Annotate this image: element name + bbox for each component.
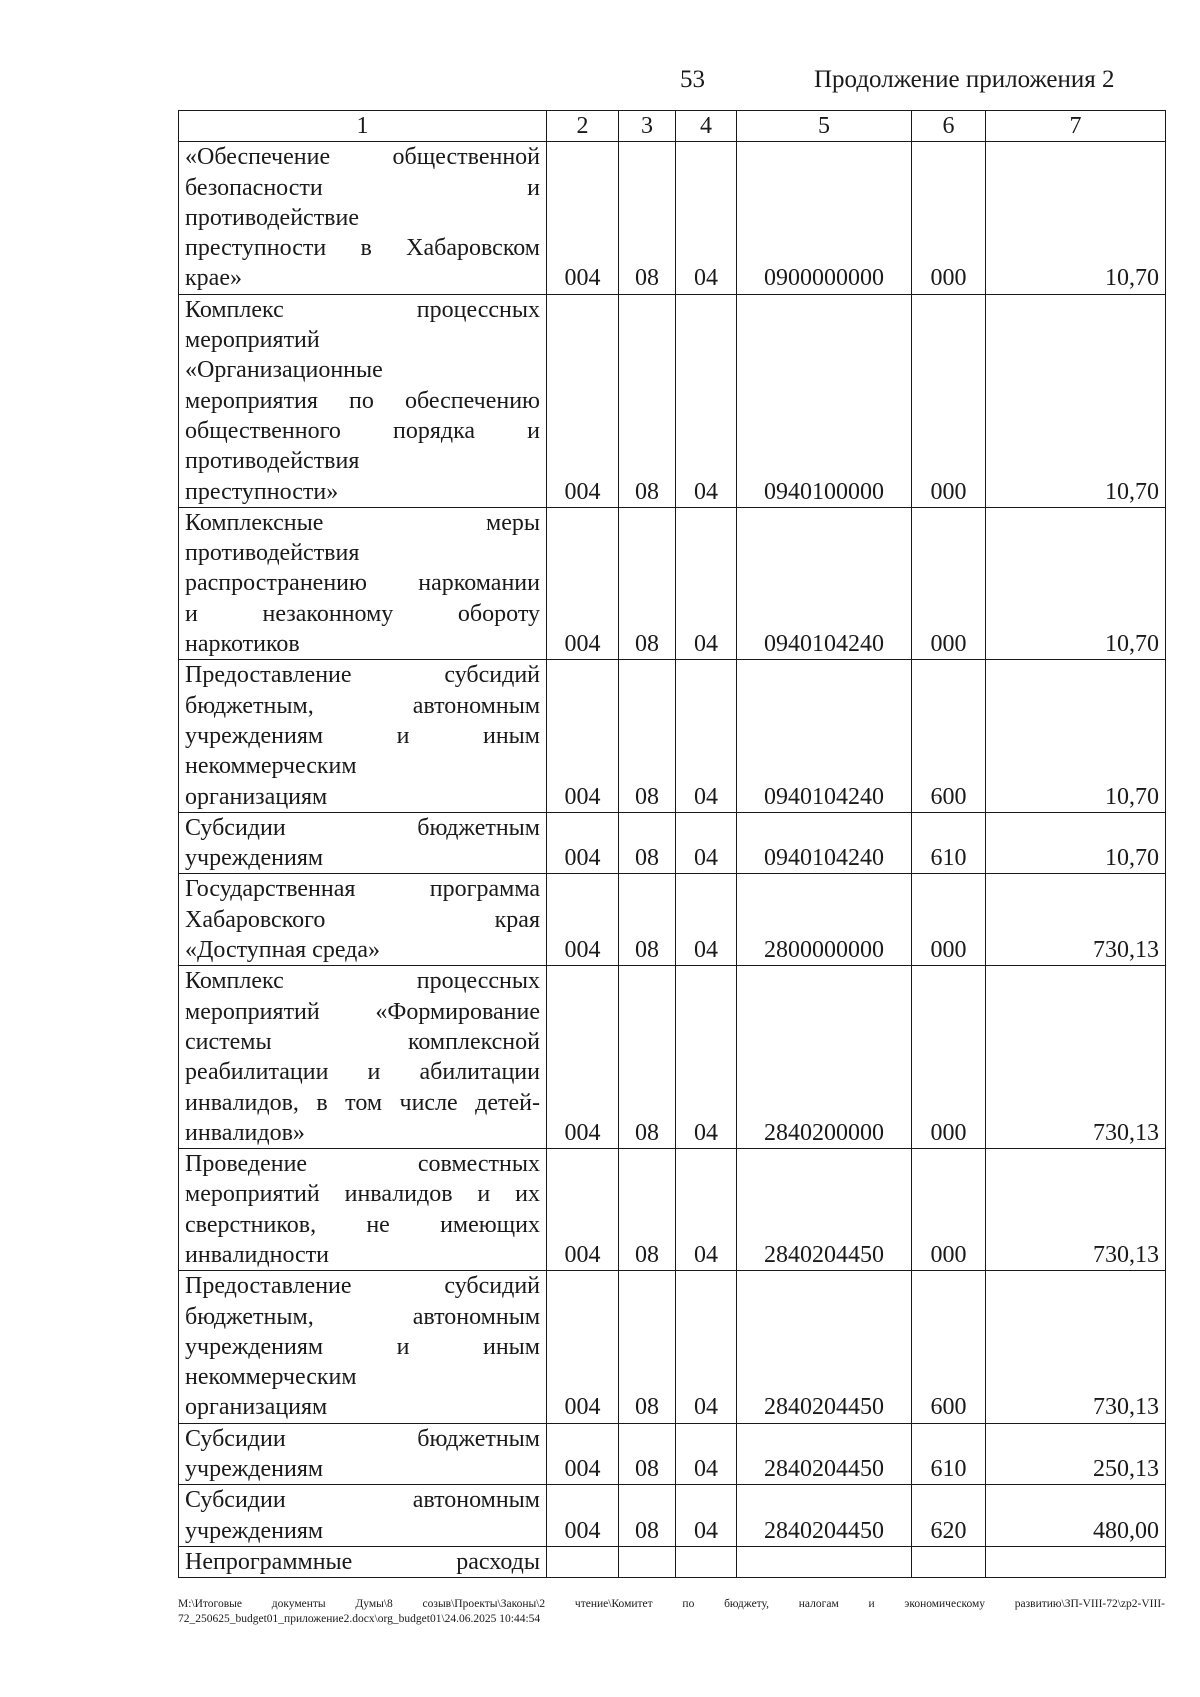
- amount: 250,13: [986, 1423, 1166, 1485]
- table-row: [179, 966, 1166, 1149]
- row-name-line: Проведение совместных: [185, 1151, 540, 1178]
- column-header-6: 6: [912, 111, 986, 142]
- amount: [986, 1546, 1166, 1577]
- row-name-line: мероприятий: [185, 327, 320, 354]
- target-article-code: 2800000000: [737, 874, 912, 966]
- amount: 10,70: [986, 507, 1166, 659]
- section-code: 08: [619, 294, 676, 507]
- section-code: 08: [619, 142, 676, 294]
- appendix-continuation-label: Продолжение приложения 2: [814, 66, 1115, 93]
- row-name-line: Предоставление субсидий: [185, 662, 540, 689]
- row-name-line: учреждениям: [185, 1456, 324, 1483]
- row-name-line: Субсидии автономным: [185, 1487, 540, 1514]
- row-name-line: Предоставление субсидий: [185, 1273, 540, 1300]
- row-name-line: инвалидов, в том числе детей-: [185, 1089, 540, 1116]
- row-name-line: противодействия: [185, 540, 360, 567]
- row-name-line: «Организационные: [185, 357, 383, 384]
- target-article-code: 0940104240: [737, 812, 912, 874]
- column-header-4: 4: [676, 111, 737, 142]
- row-name-line: организациям: [185, 1394, 328, 1421]
- target-article-code: 0900000000: [737, 142, 912, 294]
- row-name-line: бюджетным, автономным: [185, 692, 540, 719]
- subsection-code: [676, 1546, 737, 1577]
- expense-type-code: 000: [912, 507, 986, 659]
- expense-type-code: 000: [912, 874, 986, 966]
- row-name: [179, 1271, 547, 1423]
- row-name-line: противодействия: [185, 448, 360, 475]
- row-name-line: и незаконному обороту: [185, 600, 540, 627]
- subsection-code: 04: [676, 1423, 737, 1485]
- target-article-code: 0940100000: [737, 294, 912, 507]
- section-code: 08: [619, 966, 676, 1149]
- row-name-line: Государственная программа: [185, 876, 540, 903]
- table-row: [179, 142, 1166, 294]
- row-name-line: мероприятий «Формирование: [185, 998, 540, 1025]
- section-code: 08: [619, 1149, 676, 1271]
- admin-code: 004: [547, 1271, 619, 1423]
- expense-type-code: 000: [912, 142, 986, 294]
- subsection-code: 04: [676, 142, 737, 294]
- target-article-code: 2840204450: [737, 1149, 912, 1271]
- expense-type-code: 600: [912, 660, 986, 812]
- row-name-line: мероприятий инвалидов и их: [185, 1181, 540, 1208]
- row-name-line: инвалидности: [185, 1241, 330, 1268]
- subsection-code: 04: [676, 660, 737, 812]
- table-row: [179, 507, 1166, 659]
- admin-code: [547, 1546, 619, 1577]
- row-name-line: Комплекс процессных: [185, 296, 540, 323]
- amount: 10,70: [986, 660, 1166, 812]
- table-row: [179, 660, 1166, 812]
- column-header-5: 5: [737, 111, 912, 142]
- row-name: [179, 507, 547, 659]
- row-name-line: Комплексные меры: [185, 509, 540, 536]
- target-article-code: 2840200000: [737, 966, 912, 1149]
- row-name-line: наркотиков: [185, 631, 300, 658]
- amount: 480,00: [986, 1485, 1166, 1547]
- target-article-code: [737, 1546, 912, 1577]
- row-name-line: распространению наркомании: [185, 570, 540, 597]
- admin-code: 004: [547, 294, 619, 507]
- subsection-code: 04: [676, 1485, 737, 1547]
- admin-code: 004: [547, 812, 619, 874]
- expense-type-code: 610: [912, 1423, 986, 1485]
- section-code: 08: [619, 507, 676, 659]
- row-name-line: бюджетным, автономным: [185, 1303, 540, 1330]
- row-name: [179, 1149, 547, 1271]
- row-name-line: некоммерческим: [185, 753, 357, 780]
- table-row: [179, 294, 1166, 507]
- row-name-line: учреждениям: [185, 1517, 324, 1544]
- expense-type-code: 000: [912, 1149, 986, 1271]
- expense-type-code: 600: [912, 1271, 986, 1423]
- amount: 730,13: [986, 1149, 1166, 1271]
- row-name-line: системы комплексной: [185, 1028, 540, 1055]
- table-row: [179, 1423, 1166, 1485]
- row-name: [179, 1546, 547, 1577]
- subsection-code: 04: [676, 294, 737, 507]
- row-name-line: общественного порядка и: [185, 417, 540, 444]
- table-row: [179, 1485, 1166, 1547]
- row-name: [179, 294, 547, 507]
- column-number-row: [179, 111, 1166, 142]
- target-article-code: 2840204450: [737, 1423, 912, 1485]
- column-header-1: 1: [179, 111, 547, 142]
- section-code: 08: [619, 874, 676, 966]
- row-name-line: некоммерческим: [185, 1364, 357, 1391]
- table-body: [179, 142, 1166, 1578]
- amount: 730,13: [986, 1271, 1166, 1423]
- row-name-line: противодействие: [185, 204, 360, 231]
- row-name-line: мероприятия по обеспечению: [185, 387, 540, 414]
- admin-code: 004: [547, 966, 619, 1149]
- section-code: 08: [619, 812, 676, 874]
- row-name-line: организациям: [185, 783, 328, 810]
- row-name-line: безопасности и: [185, 174, 540, 201]
- subsection-code: 04: [676, 812, 737, 874]
- section-code: [619, 1546, 676, 1577]
- row-name-line: «Доступная среда»: [185, 937, 381, 964]
- expense-type-code: 000: [912, 966, 986, 1149]
- row-name-line: Субсидии бюджетным: [185, 814, 540, 841]
- document-file-path: М:\Итоговые документы Думы\8 созыв\Проекты\Законы\2 чтение\Комитет по бюджету, налогам и экономическому развитию\ЗП-VIII-72\zp2-VIII-72_250625_budget01_приложение2.docx\org_budget01\24.06.2025 10:44:54: [178, 1598, 1165, 1625]
- amount: 10,70: [986, 142, 1166, 294]
- expense-type-code: 610: [912, 812, 986, 874]
- section-code: 08: [619, 1423, 676, 1485]
- table-row: [179, 874, 1166, 966]
- row-name-line: учреждениям и иным: [185, 722, 540, 749]
- subsection-code: 04: [676, 1271, 737, 1423]
- row-name-line: Субсидии бюджетным: [185, 1425, 540, 1452]
- row-name: [179, 142, 547, 294]
- subsection-code: 04: [676, 874, 737, 966]
- target-article-code: 0940104240: [737, 660, 912, 812]
- admin-code: 004: [547, 874, 619, 966]
- target-article-code: 2840204450: [737, 1485, 912, 1547]
- row-name-line: инвалидов»: [185, 1119, 305, 1146]
- table-row: [179, 1546, 1166, 1577]
- row-name-line: Комплекс процессных: [185, 968, 540, 995]
- column-header-3: 3: [619, 111, 676, 142]
- row-name: [179, 812, 547, 874]
- row-name-line: крае»: [185, 265, 242, 292]
- row-name-line: Хабаровского края: [185, 906, 540, 933]
- row-name-line: Непрограммные расходы: [185, 1548, 540, 1575]
- section-code: 08: [619, 1271, 676, 1423]
- admin-code: 004: [547, 1149, 619, 1271]
- expense-type-code: 000: [912, 294, 986, 507]
- admin-code: 004: [547, 507, 619, 659]
- row-name: [179, 660, 547, 812]
- budget-table: [178, 110, 1166, 1578]
- amount: 730,13: [986, 874, 1166, 966]
- admin-code: 004: [547, 660, 619, 812]
- amount: 730,13: [986, 966, 1166, 1149]
- target-article-code: 0940104240: [737, 507, 912, 659]
- page-number: 53: [680, 66, 705, 93]
- section-code: 08: [619, 660, 676, 812]
- row-name: [179, 1485, 547, 1547]
- section-code: 08: [619, 1485, 676, 1547]
- target-article-code: 2840204450: [737, 1271, 912, 1423]
- expense-type-code: [912, 1546, 986, 1577]
- column-header-7: 7: [986, 111, 1166, 142]
- row-name-line: преступности»: [185, 478, 339, 505]
- row-name: [179, 966, 547, 1149]
- row-name-line: преступности в Хабаровском: [185, 235, 540, 262]
- column-header-2: 2: [547, 111, 619, 142]
- row-name-line: учреждениям и иным: [185, 1333, 540, 1360]
- subsection-code: 04: [676, 1149, 737, 1271]
- admin-code: 004: [547, 1423, 619, 1485]
- admin-code: 004: [547, 1485, 619, 1547]
- amount: 10,70: [986, 294, 1166, 507]
- expense-type-code: 620: [912, 1485, 986, 1547]
- admin-code: 004: [547, 142, 619, 294]
- row-name-line: сверстников, не имеющих: [185, 1211, 540, 1238]
- row-name-line: реабилитации и абилитации: [185, 1059, 540, 1086]
- table-row: [179, 1149, 1166, 1271]
- row-name: [179, 1423, 547, 1485]
- subsection-code: 04: [676, 507, 737, 659]
- subsection-code: 04: [676, 966, 737, 1149]
- row-name-line: учреждениям: [185, 845, 324, 872]
- row-name: [179, 874, 547, 966]
- table-row: [179, 1271, 1166, 1423]
- row-name-line: «Обеспечение общественной: [185, 144, 540, 171]
- table-row: [179, 812, 1166, 874]
- amount: 10,70: [986, 812, 1166, 874]
